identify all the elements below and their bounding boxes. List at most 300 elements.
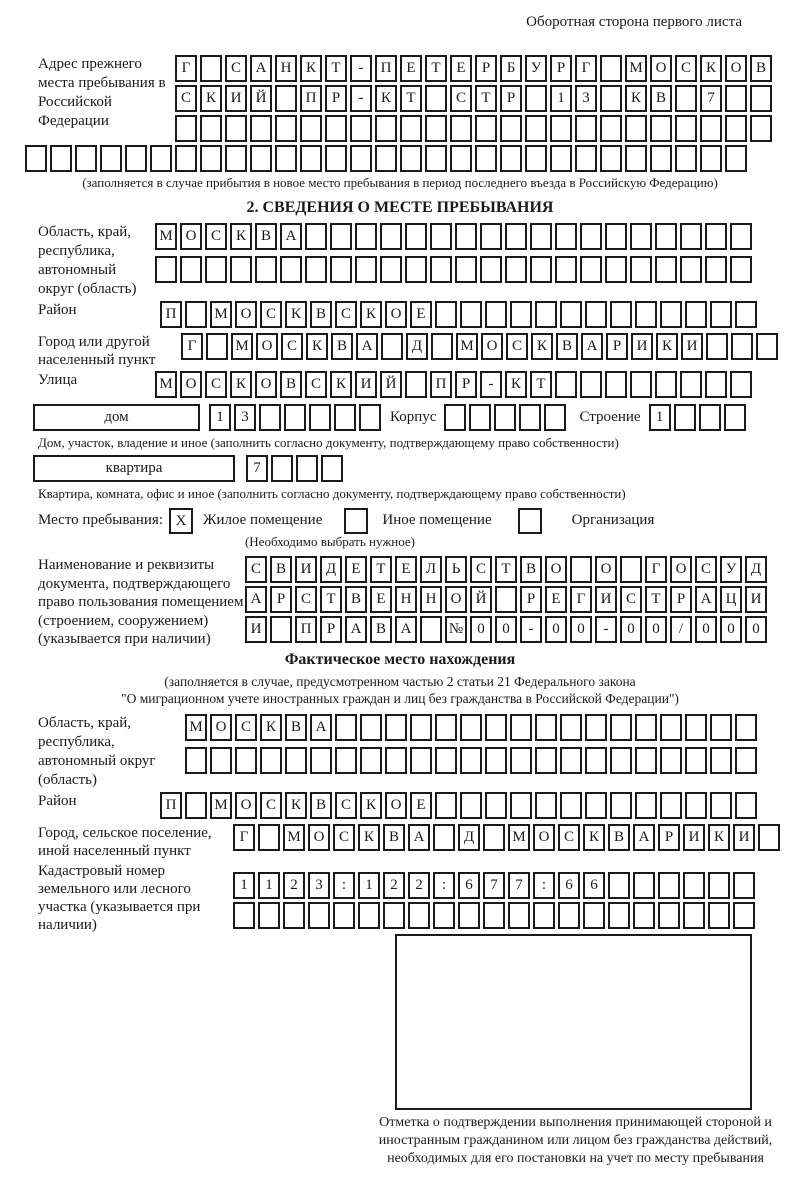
char-box[interactable]: [675, 145, 697, 172]
char-box[interactable]: С: [235, 714, 257, 741]
char-box[interactable]: [210, 747, 232, 774]
char-box[interactable]: Е: [400, 55, 422, 82]
char-box[interactable]: [405, 223, 427, 250]
char-box[interactable]: [405, 371, 427, 398]
char-box[interactable]: Е: [345, 556, 367, 583]
char-box[interactable]: [630, 256, 652, 283]
char-box[interactable]: [580, 256, 602, 283]
char-box[interactable]: Р: [500, 85, 522, 112]
char-box[interactable]: [450, 145, 472, 172]
char-box[interactable]: Т: [425, 55, 447, 82]
char-box[interactable]: [633, 902, 655, 929]
char-box[interactable]: [705, 371, 727, 398]
char-box[interactable]: [685, 792, 707, 819]
char-box[interactable]: М: [155, 223, 177, 250]
char-box[interactable]: [435, 301, 457, 328]
char-box[interactable]: В: [255, 223, 277, 250]
char-box[interactable]: А: [345, 616, 367, 643]
char-box[interactable]: [600, 85, 622, 112]
char-box[interactable]: [705, 223, 727, 250]
char-box[interactable]: [480, 256, 502, 283]
char-box[interactable]: [550, 115, 572, 142]
char-box[interactable]: 1: [258, 872, 280, 899]
char-box[interactable]: А: [408, 824, 430, 851]
char-box[interactable]: Г: [645, 556, 667, 583]
char-box[interactable]: Р: [550, 55, 572, 82]
char-box[interactable]: [485, 301, 507, 328]
char-box[interactable]: К: [260, 714, 282, 741]
char-box[interactable]: [305, 223, 327, 250]
char-box[interactable]: [608, 902, 630, 929]
char-box[interactable]: Д: [458, 824, 480, 851]
char-box[interactable]: 0: [645, 616, 667, 643]
char-box[interactable]: [583, 902, 605, 929]
char-box[interactable]: [560, 747, 582, 774]
char-box[interactable]: [50, 145, 72, 172]
char-box[interactable]: [458, 902, 480, 929]
char-box[interactable]: К: [531, 333, 553, 360]
char-box[interactable]: [330, 223, 352, 250]
char-box[interactable]: И: [745, 586, 767, 613]
char-box[interactable]: [508, 902, 530, 929]
char-box[interactable]: [410, 747, 432, 774]
char-box[interactable]: [605, 371, 627, 398]
char-box[interactable]: С: [245, 556, 267, 583]
char-box[interactable]: [300, 115, 322, 142]
char-box[interactable]: Ь: [445, 556, 467, 583]
char-box[interactable]: У: [720, 556, 742, 583]
char-box[interactable]: М: [210, 792, 232, 819]
char-box[interactable]: [200, 145, 222, 172]
char-box[interactable]: [724, 404, 746, 431]
char-box[interactable]: К: [700, 55, 722, 82]
char-box[interactable]: Е: [410, 301, 432, 328]
char-box[interactable]: [460, 792, 482, 819]
char-box[interactable]: [460, 714, 482, 741]
char-box[interactable]: К: [358, 824, 380, 851]
char-box[interactable]: С: [450, 85, 472, 112]
char-box[interactable]: О: [545, 556, 567, 583]
char-box[interactable]: В: [331, 333, 353, 360]
char-box[interactable]: Г: [233, 824, 255, 851]
char-box[interactable]: К: [285, 301, 307, 328]
char-box[interactable]: О: [481, 333, 503, 360]
char-box[interactable]: [380, 223, 402, 250]
char-box[interactable]: Ц: [720, 586, 742, 613]
char-box[interactable]: В: [310, 301, 332, 328]
char-box[interactable]: О: [650, 55, 672, 82]
char-box[interactable]: [150, 145, 172, 172]
char-box[interactable]: [675, 115, 697, 142]
char-box[interactable]: [408, 902, 430, 929]
char-box[interactable]: [550, 145, 572, 172]
char-box[interactable]: [375, 145, 397, 172]
char-box[interactable]: К: [375, 85, 397, 112]
char-box[interactable]: /: [670, 616, 692, 643]
char-box[interactable]: [505, 223, 527, 250]
char-box[interactable]: [580, 371, 602, 398]
char-box[interactable]: К: [360, 792, 382, 819]
char-box[interactable]: В: [556, 333, 578, 360]
char-box[interactable]: [660, 301, 682, 328]
char-box[interactable]: А: [581, 333, 603, 360]
char-box[interactable]: 1: [233, 872, 255, 899]
char-box[interactable]: Е: [450, 55, 472, 82]
char-box[interactable]: [510, 301, 532, 328]
char-box[interactable]: В: [520, 556, 542, 583]
char-box[interactable]: В: [345, 586, 367, 613]
char-box[interactable]: К: [285, 792, 307, 819]
char-box[interactable]: С: [260, 301, 282, 328]
char-box[interactable]: 0: [745, 616, 767, 643]
char-box[interactable]: [284, 404, 306, 431]
char-box[interactable]: К: [583, 824, 605, 851]
char-box[interactable]: [699, 404, 721, 431]
char-box[interactable]: [259, 404, 281, 431]
char-box[interactable]: [700, 145, 722, 172]
char-box[interactable]: О: [385, 301, 407, 328]
char-box[interactable]: [350, 115, 372, 142]
char-box[interactable]: [600, 145, 622, 172]
char-box[interactable]: [530, 256, 552, 283]
char-box[interactable]: К: [360, 301, 382, 328]
char-box[interactable]: [495, 586, 517, 613]
char-box[interactable]: [275, 85, 297, 112]
char-box[interactable]: Е: [545, 586, 567, 613]
char-box[interactable]: К: [625, 85, 647, 112]
char-box[interactable]: [200, 55, 222, 82]
char-box[interactable]: А: [245, 586, 267, 613]
char-box[interactable]: [155, 256, 177, 283]
char-box[interactable]: Т: [400, 85, 422, 112]
char-box[interactable]: [708, 872, 730, 899]
char-box[interactable]: [575, 115, 597, 142]
char-box[interactable]: [180, 256, 202, 283]
char-box[interactable]: С: [295, 586, 317, 613]
char-box[interactable]: Н: [275, 55, 297, 82]
char-box[interactable]: 3: [234, 404, 256, 431]
char-box[interactable]: [75, 145, 97, 172]
char-box[interactable]: С: [558, 824, 580, 851]
char-box[interactable]: 7: [483, 872, 505, 899]
char-box[interactable]: К: [200, 85, 222, 112]
char-box[interactable]: [355, 256, 377, 283]
char-box[interactable]: Т: [645, 586, 667, 613]
char-box[interactable]: [175, 115, 197, 142]
char-box[interactable]: [558, 902, 580, 929]
char-box[interactable]: [725, 145, 747, 172]
char-box[interactable]: [635, 301, 657, 328]
char-box[interactable]: М: [625, 55, 647, 82]
char-box[interactable]: [635, 792, 657, 819]
char-box[interactable]: [733, 902, 755, 929]
char-box[interactable]: И: [245, 616, 267, 643]
char-box[interactable]: [425, 85, 447, 112]
char-box[interactable]: [535, 792, 557, 819]
char-box[interactable]: С: [225, 55, 247, 82]
char-box[interactable]: [730, 223, 752, 250]
char-box[interactable]: [530, 223, 552, 250]
char-box[interactable]: К: [505, 371, 527, 398]
char-box[interactable]: [519, 404, 541, 431]
char-box[interactable]: [544, 404, 566, 431]
char-box[interactable]: [385, 714, 407, 741]
char-box[interactable]: А: [310, 714, 332, 741]
char-box[interactable]: [525, 115, 547, 142]
char-box[interactable]: [560, 714, 582, 741]
char-box[interactable]: Г: [570, 586, 592, 613]
char-box[interactable]: [635, 714, 657, 741]
char-box[interactable]: [555, 256, 577, 283]
char-box[interactable]: К: [230, 223, 252, 250]
char-box[interactable]: С: [333, 824, 355, 851]
char-box[interactable]: В: [370, 616, 392, 643]
char-box[interactable]: О: [725, 55, 747, 82]
char-box[interactable]: 0: [470, 616, 492, 643]
char-box[interactable]: С: [205, 223, 227, 250]
char-box[interactable]: [206, 333, 228, 360]
char-box[interactable]: 0: [720, 616, 742, 643]
char-box[interactable]: К: [306, 333, 328, 360]
char-box[interactable]: А: [280, 223, 302, 250]
char-box[interactable]: К: [330, 371, 352, 398]
char-box[interactable]: В: [310, 792, 332, 819]
char-box[interactable]: [683, 872, 705, 899]
char-box[interactable]: [258, 902, 280, 929]
char-box[interactable]: [383, 902, 405, 929]
char-box[interactable]: Е: [395, 556, 417, 583]
char-box[interactable]: [570, 556, 592, 583]
char-box[interactable]: [375, 115, 397, 142]
char-box[interactable]: [725, 85, 747, 112]
char-box[interactable]: Е: [370, 586, 392, 613]
char-box[interactable]: -: [350, 85, 372, 112]
char-box[interactable]: [235, 747, 257, 774]
char-box[interactable]: С: [281, 333, 303, 360]
char-box[interactable]: [185, 301, 207, 328]
char-box[interactable]: О: [385, 792, 407, 819]
char-box[interactable]: [585, 301, 607, 328]
char-box[interactable]: 7: [508, 872, 530, 899]
char-box[interactable]: [535, 714, 557, 741]
char-box[interactable]: [500, 145, 522, 172]
char-box[interactable]: [510, 714, 532, 741]
char-box[interactable]: 1: [550, 85, 572, 112]
char-box[interactable]: О: [180, 371, 202, 398]
char-box[interactable]: [230, 256, 252, 283]
char-box[interactable]: №: [445, 616, 467, 643]
char-box[interactable]: К: [708, 824, 730, 851]
char-box[interactable]: Р: [520, 586, 542, 613]
char-box[interactable]: [125, 145, 147, 172]
char-box[interactable]: И: [355, 371, 377, 398]
char-box[interactable]: М: [210, 301, 232, 328]
char-box[interactable]: 3: [575, 85, 597, 112]
char-box[interactable]: [381, 333, 403, 360]
char-box[interactable]: П: [430, 371, 452, 398]
char-box[interactable]: О: [533, 824, 555, 851]
char-box[interactable]: [620, 556, 642, 583]
char-box[interactable]: [735, 792, 757, 819]
char-box[interactable]: [435, 747, 457, 774]
char-box[interactable]: [175, 145, 197, 172]
char-box[interactable]: П: [300, 85, 322, 112]
char-box[interactable]: С: [260, 792, 282, 819]
char-box[interactable]: [270, 616, 292, 643]
char-box[interactable]: [185, 792, 207, 819]
char-box[interactable]: В: [650, 85, 672, 112]
char-box[interactable]: [600, 115, 622, 142]
char-box[interactable]: Н: [395, 586, 417, 613]
char-box[interactable]: [525, 145, 547, 172]
char-box[interactable]: 6: [558, 872, 580, 899]
char-box[interactable]: С: [335, 792, 357, 819]
char-box[interactable]: [685, 747, 707, 774]
char-box[interactable]: [585, 747, 607, 774]
char-box[interactable]: [625, 145, 647, 172]
char-box[interactable]: В: [383, 824, 405, 851]
char-box[interactable]: [25, 145, 47, 172]
char-box[interactable]: А: [356, 333, 378, 360]
char-box[interactable]: [635, 747, 657, 774]
char-box[interactable]: [310, 747, 332, 774]
char-box[interactable]: [630, 371, 652, 398]
char-box[interactable]: [610, 792, 632, 819]
char-box[interactable]: [685, 714, 707, 741]
char-box[interactable]: О: [595, 556, 617, 583]
char-box[interactable]: [485, 747, 507, 774]
char-box[interactable]: С: [675, 55, 697, 82]
char-box[interactable]: 7: [246, 455, 268, 482]
char-box[interactable]: 0: [545, 616, 567, 643]
char-box[interactable]: 7: [700, 85, 722, 112]
char-box[interactable]: [450, 115, 472, 142]
char-box[interactable]: Й: [250, 85, 272, 112]
char-box[interactable]: [608, 872, 630, 899]
char-box[interactable]: -: [480, 371, 502, 398]
char-box[interactable]: У: [525, 55, 547, 82]
char-box[interactable]: [485, 792, 507, 819]
char-box[interactable]: 3: [308, 872, 330, 899]
char-box[interactable]: [710, 301, 732, 328]
char-box[interactable]: [275, 145, 297, 172]
char-box[interactable]: [560, 301, 582, 328]
char-box[interactable]: [469, 404, 491, 431]
char-box[interactable]: [605, 223, 627, 250]
char-box[interactable]: [435, 714, 457, 741]
char-box[interactable]: 2: [383, 872, 405, 899]
char-box[interactable]: [410, 714, 432, 741]
char-box[interactable]: [460, 301, 482, 328]
char-box[interactable]: [225, 115, 247, 142]
char-box[interactable]: [533, 902, 555, 929]
char-box[interactable]: [510, 792, 532, 819]
char-box[interactable]: -: [520, 616, 542, 643]
char-box[interactable]: С: [695, 556, 717, 583]
char-box[interactable]: М: [155, 371, 177, 398]
char-box[interactable]: [685, 301, 707, 328]
char-box[interactable]: [730, 256, 752, 283]
char-box[interactable]: [735, 301, 757, 328]
char-box[interactable]: [335, 714, 357, 741]
char-box[interactable]: [300, 145, 322, 172]
char-box[interactable]: 1: [358, 872, 380, 899]
char-box[interactable]: П: [375, 55, 397, 82]
char-box[interactable]: П: [160, 301, 182, 328]
char-box[interactable]: [283, 902, 305, 929]
char-box[interactable]: [233, 902, 255, 929]
char-box[interactable]: [630, 223, 652, 250]
char-box[interactable]: О: [445, 586, 467, 613]
char-box[interactable]: А: [695, 586, 717, 613]
char-box[interactable]: [260, 747, 282, 774]
char-box[interactable]: [360, 714, 382, 741]
char-box[interactable]: [271, 455, 293, 482]
char-box[interactable]: [660, 747, 682, 774]
char-box[interactable]: [555, 223, 577, 250]
char-box[interactable]: [535, 747, 557, 774]
char-box[interactable]: [700, 115, 722, 142]
char-box[interactable]: [308, 902, 330, 929]
char-box[interactable]: М: [508, 824, 530, 851]
char-box[interactable]: М: [231, 333, 253, 360]
char-box[interactable]: Т: [475, 85, 497, 112]
char-box[interactable]: [658, 872, 680, 899]
char-box[interactable]: [200, 115, 222, 142]
char-box[interactable]: О: [256, 333, 278, 360]
char-box[interactable]: С: [470, 556, 492, 583]
char-box[interactable]: [380, 256, 402, 283]
char-box[interactable]: [683, 902, 705, 929]
char-box[interactable]: С: [506, 333, 528, 360]
char-box[interactable]: [455, 256, 477, 283]
char-box[interactable]: [730, 371, 752, 398]
char-box[interactable]: В: [285, 714, 307, 741]
char-box[interactable]: [674, 404, 696, 431]
char-box[interactable]: [305, 256, 327, 283]
char-box[interactable]: Р: [455, 371, 477, 398]
char-box[interactable]: А: [633, 824, 655, 851]
char-box[interactable]: [580, 223, 602, 250]
char-box[interactable]: Т: [370, 556, 392, 583]
char-box[interactable]: 6: [458, 872, 480, 899]
char-box[interactable]: [334, 404, 356, 431]
char-box[interactable]: [435, 792, 457, 819]
char-box[interactable]: М: [283, 824, 305, 851]
char-box[interactable]: -: [350, 55, 372, 82]
char-box[interactable]: Т: [530, 371, 552, 398]
char-box[interactable]: [680, 371, 702, 398]
stay-type-checkbox-organization[interactable]: [518, 508, 542, 534]
char-box[interactable]: [535, 301, 557, 328]
char-box[interactable]: [756, 333, 778, 360]
char-box[interactable]: 0: [695, 616, 717, 643]
char-box[interactable]: [655, 256, 677, 283]
char-box[interactable]: [708, 902, 730, 929]
char-box[interactable]: [350, 145, 372, 172]
char-box[interactable]: О: [235, 301, 257, 328]
char-box[interactable]: [325, 145, 347, 172]
char-box[interactable]: Т: [325, 55, 347, 82]
char-box[interactable]: [575, 145, 597, 172]
char-box[interactable]: Й: [380, 371, 402, 398]
char-box[interactable]: О: [308, 824, 330, 851]
char-box[interactable]: О: [180, 223, 202, 250]
char-box[interactable]: [585, 792, 607, 819]
char-box[interactable]: [330, 256, 352, 283]
char-box[interactable]: [510, 747, 532, 774]
char-box[interactable]: [250, 115, 272, 142]
